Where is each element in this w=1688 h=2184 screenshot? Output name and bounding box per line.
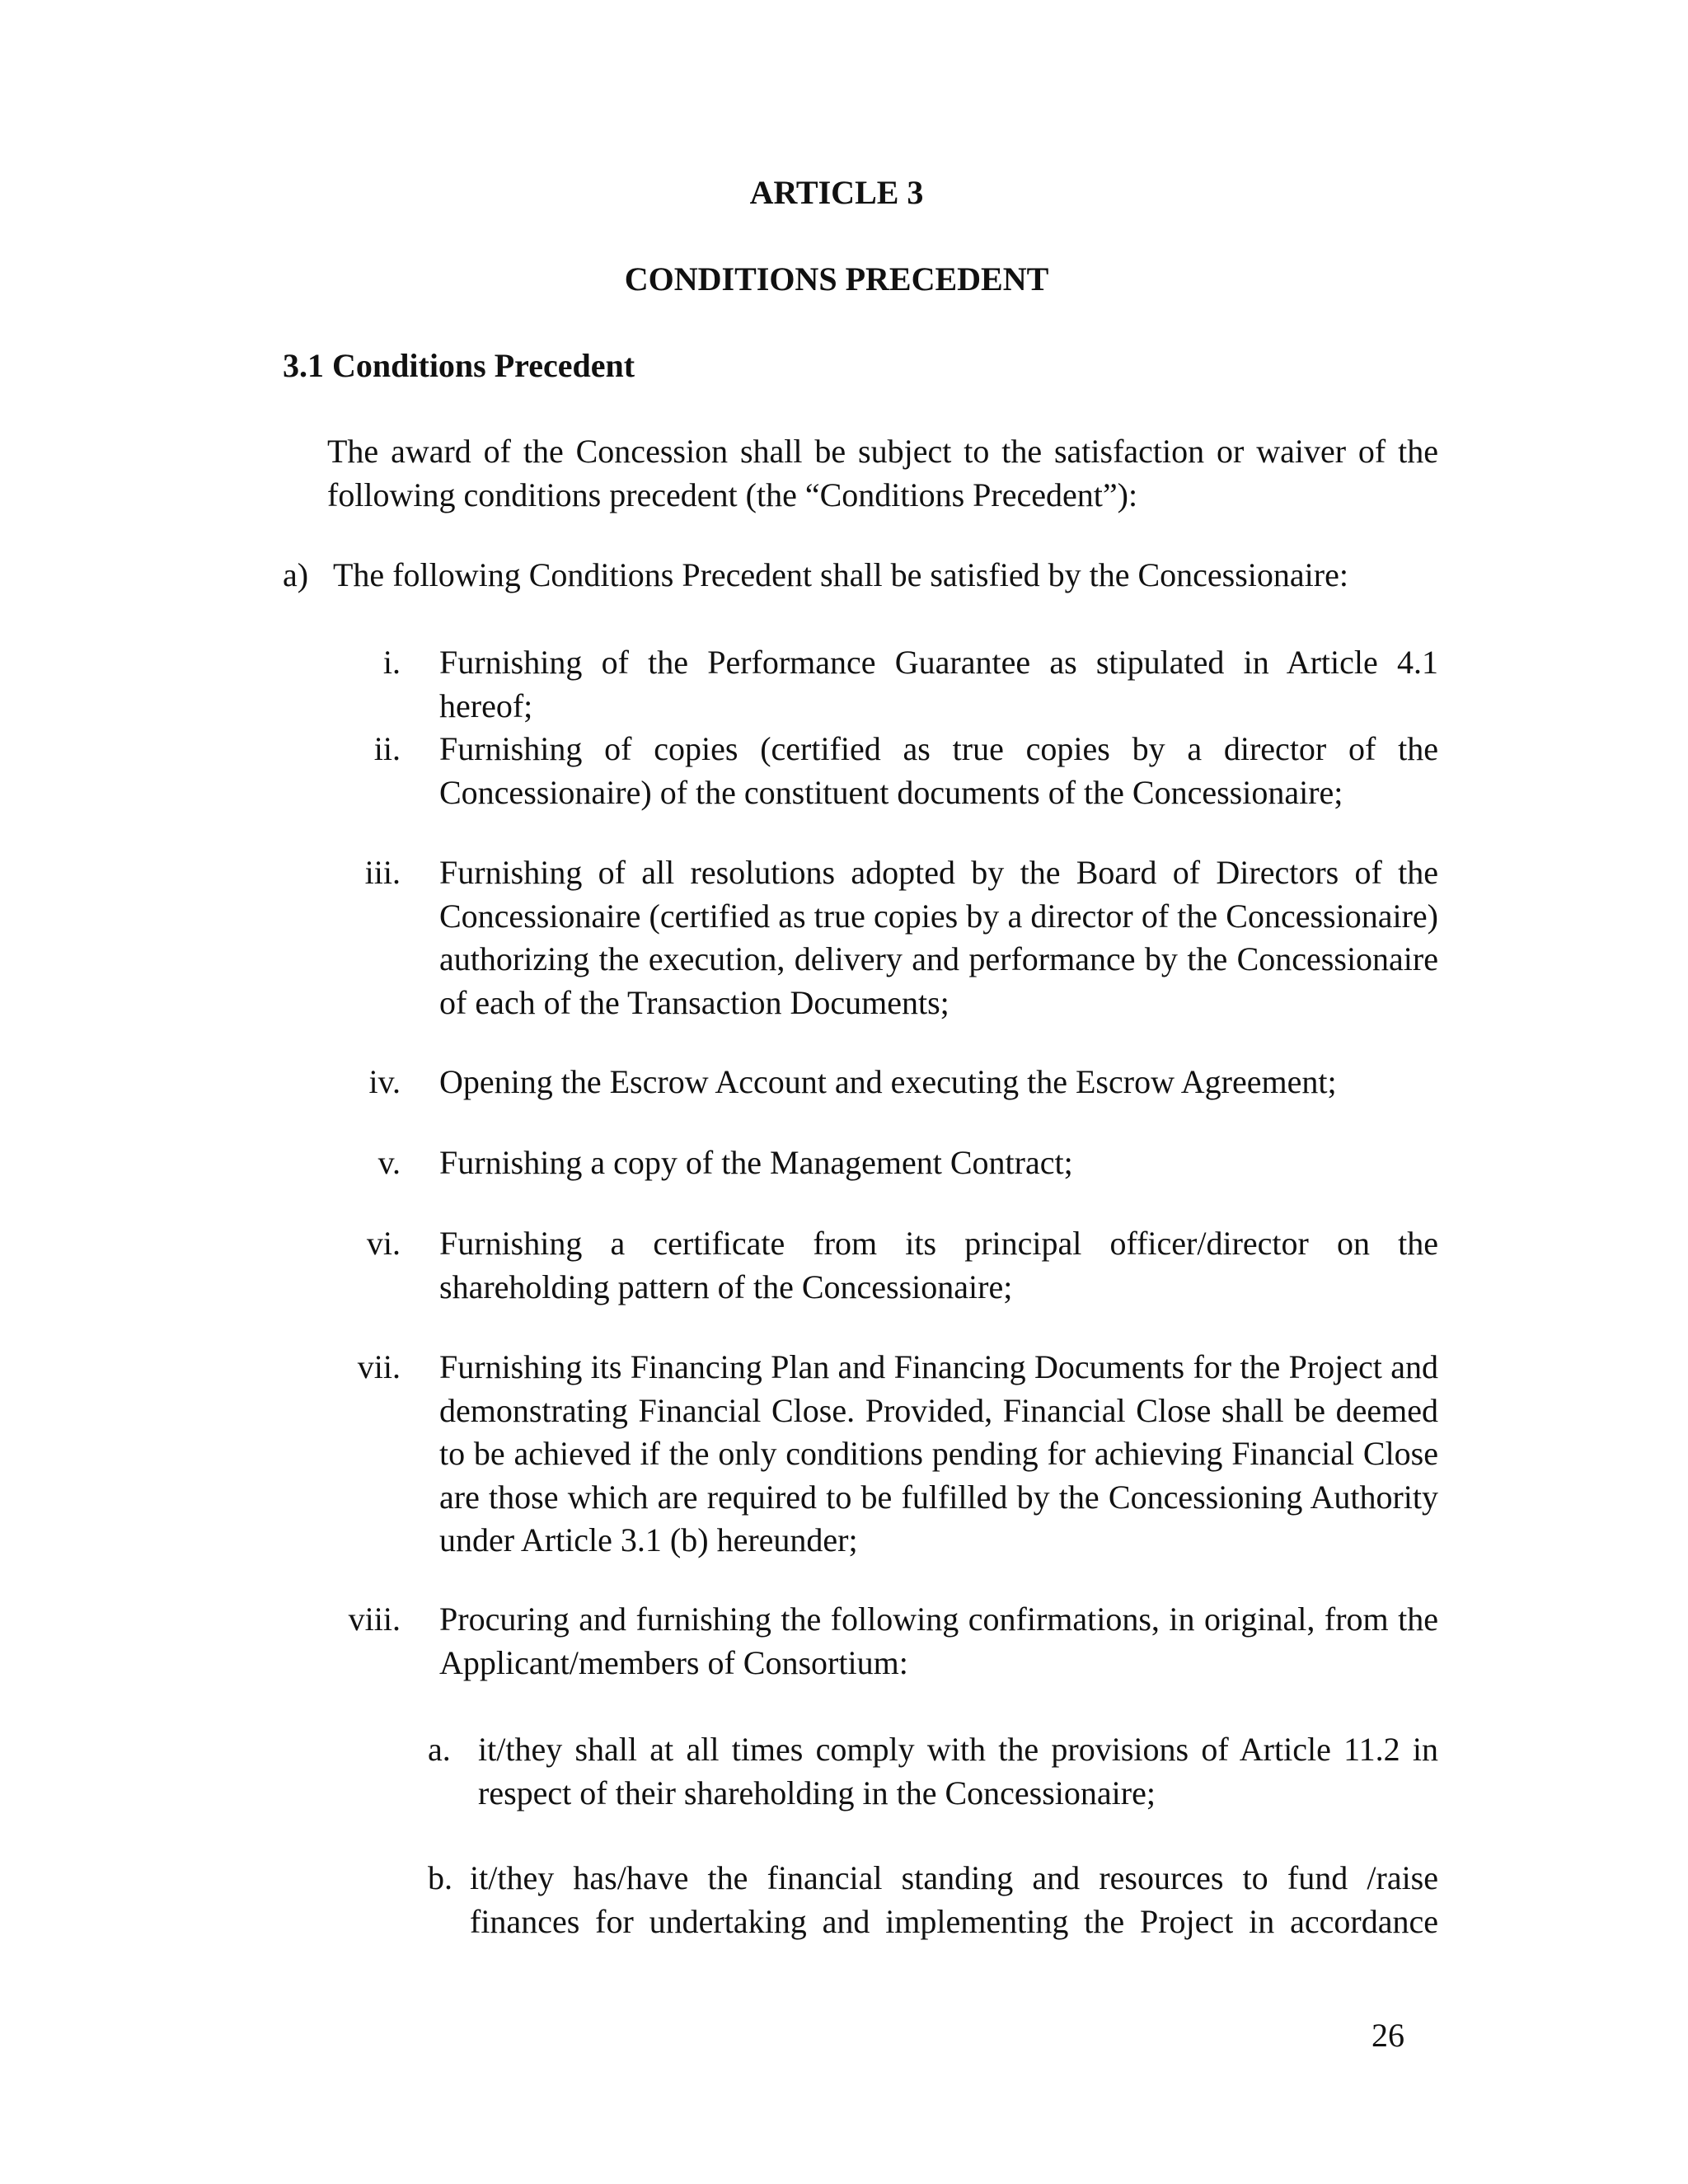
list-item xyxy=(439,851,1438,1024)
list-item xyxy=(439,1346,1438,1563)
item-text: Furnishing a certificate from its principal officer/director on the shareholding pattern of the Concessionaire; xyxy=(439,1225,1438,1305)
item-marker: viii. xyxy=(348,1601,401,1638)
item-text: Furnishing of the Performance Guarantee as stipulated in Article 4.1 hereof; xyxy=(439,644,1438,724)
list-item xyxy=(439,728,1438,814)
list-item xyxy=(439,1222,1438,1309)
sub-list-item xyxy=(470,1857,1438,1943)
item-text: Furnishing a copy of the Management Contract; xyxy=(439,1144,1073,1181)
list-item xyxy=(439,1061,1438,1104)
intro-paragraph xyxy=(327,430,1438,517)
intro-text: The award of the Concession shall be subject to the satisfaction or waiver of the following conditions precedent (the “Conditions Precedent”): xyxy=(327,433,1438,513)
page-number: 26 xyxy=(1372,2017,1404,2054)
subitem-text: it/they has/have the financial standing and resources to fund /raise finances for undertaking and implementing the Project in accordance xyxy=(470,1859,1438,1940)
item-marker: vi. xyxy=(366,1225,401,1262)
item-marker: i. xyxy=(382,644,401,681)
article-number-heading: ARTICLE 3 xyxy=(749,174,924,211)
item-text: Procuring and furnishing the following confirmations, in original, from the Applicant/members of Consortium: xyxy=(439,1601,1438,1681)
section-heading: 3.1 Conditions Precedent xyxy=(283,347,635,384)
item-text: Furnishing its Financing Plan and Financing Documents for the Project and demonstrating Financial Close. Provided, Financial Close shall be deemed to be achieved if the only conditions pending for achieving Financial Close are those which are required to be fulfilled by the Concessioning Authority under Article 3.1 (b) hereunder; xyxy=(439,1348,1438,1558)
item-marker: vii. xyxy=(357,1348,401,1385)
item-text: Furnishing of copies (certified as true copies by a director of the Concessionaire) of the constituent documents of the Concessionaire; xyxy=(439,730,1438,811)
item-marker: ii. xyxy=(373,730,401,767)
sub-list-item xyxy=(478,1728,1438,1815)
item-marker: v. xyxy=(377,1144,401,1181)
clause-a-paragraph: The following Conditions Precedent shall be satisfied by the Concessionaire: xyxy=(333,556,1348,593)
clause-a-text xyxy=(333,554,1438,598)
list-item xyxy=(439,1141,1438,1185)
list-item xyxy=(439,1598,1438,1685)
clause-a-marker: a) xyxy=(283,556,309,593)
item-marker: iii. xyxy=(364,854,401,891)
item-text: Furnishing of all resolutions adopted by the Board of Directors of the Concessionaire (certified as true copies by a director of the Concessionaire) authorizing the execution, delivery and performance by the Concessionaire of each of the Transaction Documents; xyxy=(439,854,1438,1021)
subitem-marker: a. xyxy=(428,1731,451,1768)
subitem-marker: b. xyxy=(428,1859,452,1896)
list-item xyxy=(439,641,1438,728)
item-text: Opening the Escrow Account and executing the Escrow Agreement; xyxy=(439,1063,1337,1100)
subitem-text: it/they shall at all times comply with the provisions of Article 11.2 in respect of their shareholding in the Concessionaire; xyxy=(478,1731,1438,1811)
item-marker: iv. xyxy=(368,1063,401,1100)
article-title: CONDITIONS PRECEDENT xyxy=(624,260,1049,298)
